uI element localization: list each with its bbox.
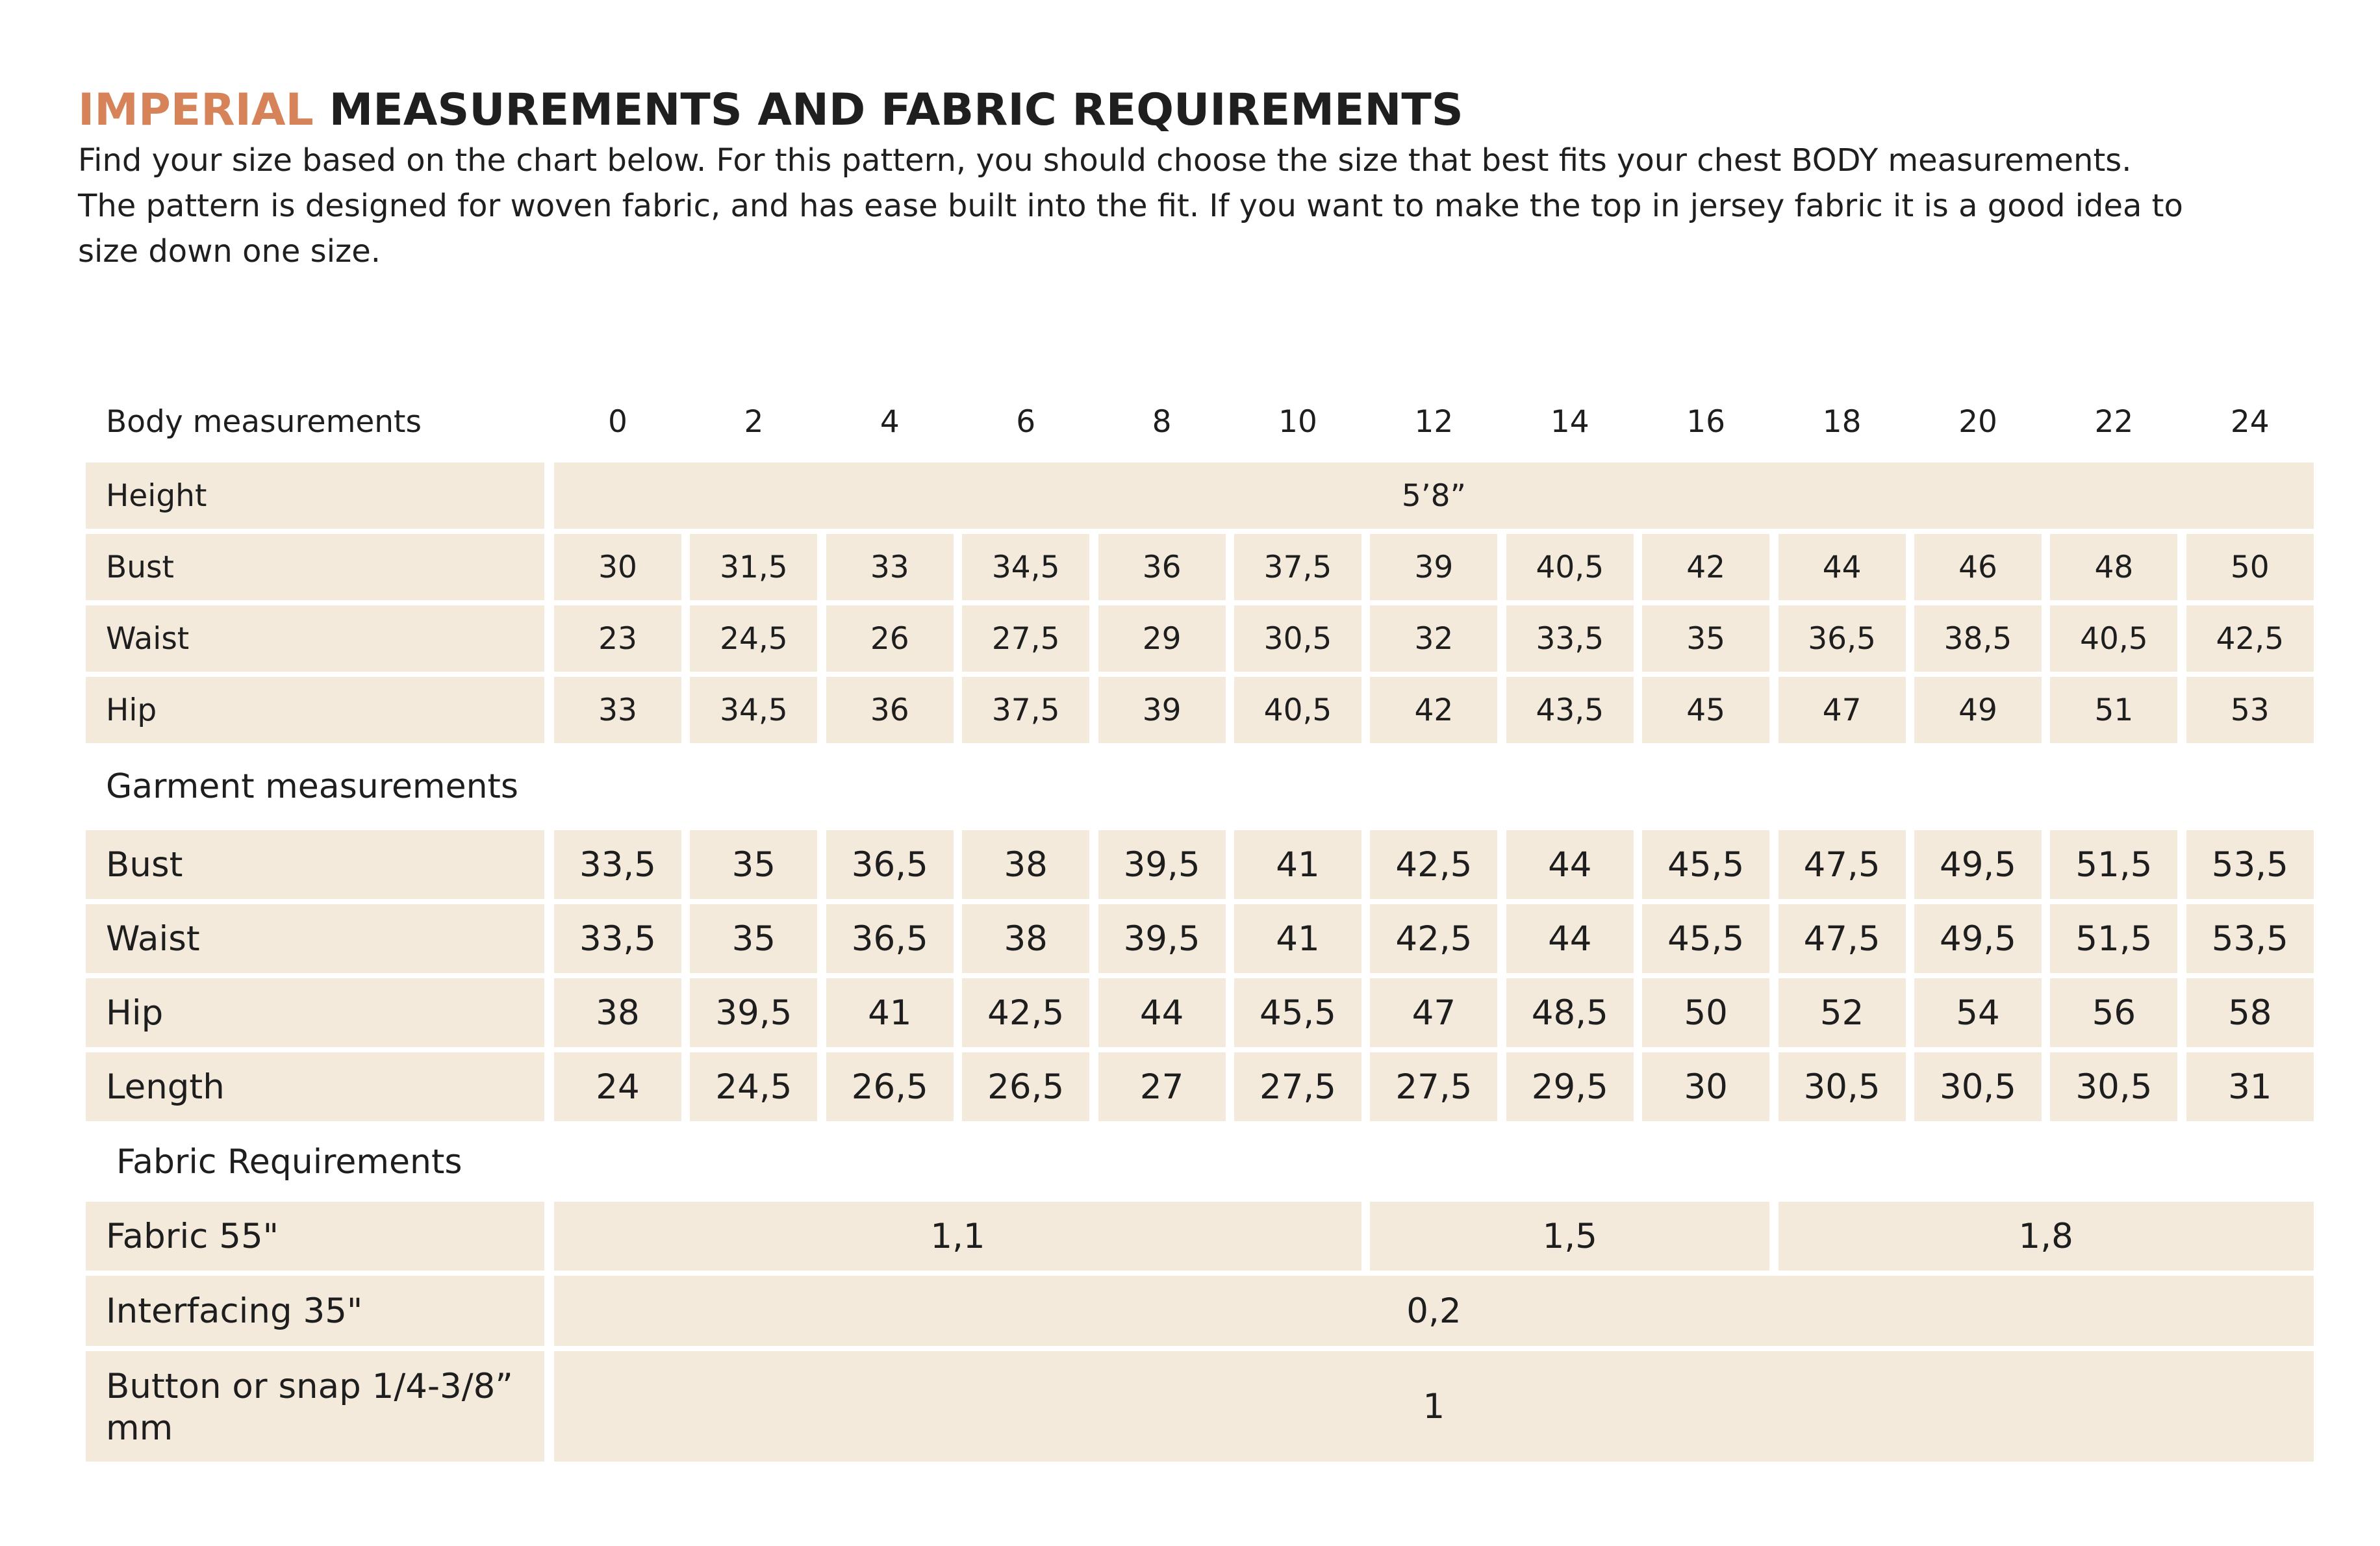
table-cell: 33 bbox=[826, 534, 954, 600]
table-cell: 44 bbox=[1506, 904, 1634, 973]
table-cell: 56 bbox=[2050, 978, 2177, 1047]
row-label: Height bbox=[86, 463, 544, 529]
table-cell: 30,5 bbox=[1779, 1052, 1906, 1121]
table-cell: 41 bbox=[1234, 904, 1361, 973]
table-cell: 30,5 bbox=[2050, 1052, 2177, 1121]
table-cell: 42,5 bbox=[2186, 605, 2314, 672]
size-header: 20 bbox=[1958, 403, 1997, 440]
table-cell: 58 bbox=[2186, 978, 2314, 1047]
table-cell: 24,5 bbox=[690, 605, 817, 672]
table-cell: 24,5 bbox=[690, 1052, 817, 1121]
table-cell: 26,5 bbox=[962, 1052, 1089, 1121]
size-header: 0 bbox=[608, 403, 627, 440]
table-cell: 23 bbox=[554, 605, 681, 672]
table-cell: 24 bbox=[554, 1052, 681, 1121]
body-row-bust bbox=[0, 534, 2380, 600]
table-cell: 47,5 bbox=[1779, 904, 1906, 973]
height-row bbox=[0, 463, 2380, 529]
fabric-requirements-heading: Fabric Requirements bbox=[116, 1143, 462, 1182]
table-cell: 44 bbox=[1506, 830, 1634, 899]
table-cell: 30 bbox=[554, 534, 681, 600]
table-cell: 35 bbox=[1642, 605, 1769, 672]
size-header: 4 bbox=[880, 403, 900, 440]
table-cell: 26 bbox=[826, 605, 954, 672]
garment-measurements-heading-row bbox=[0, 755, 2380, 818]
table-cell: 51,5 bbox=[2050, 830, 2177, 899]
garment-row-length bbox=[0, 1052, 2380, 1121]
table-cell: 30,5 bbox=[1234, 605, 1361, 672]
size-header: 2 bbox=[744, 403, 764, 440]
table-cell: 49 bbox=[1914, 677, 2042, 743]
size-header: 22 bbox=[2094, 403, 2134, 440]
table-cell: 44 bbox=[1779, 534, 1906, 600]
table-cell: 42 bbox=[1370, 677, 1497, 743]
row-label: Interfacing 35" bbox=[86, 1276, 544, 1346]
row-label: Waist bbox=[86, 605, 544, 672]
body-measurements-heading: Body measurements bbox=[106, 403, 422, 440]
table-cell: 40,5 bbox=[2050, 605, 2177, 672]
table-cell: 49,5 bbox=[1914, 830, 2042, 899]
table-cell: 50 bbox=[1642, 978, 1769, 1047]
table-cell: 42,5 bbox=[1370, 904, 1497, 973]
fabric-group-value: 1,5 bbox=[1370, 1202, 1769, 1271]
size-header: 12 bbox=[1414, 403, 1454, 440]
table-cell: 30,5 bbox=[1914, 1052, 2042, 1121]
table-cell: 32 bbox=[1370, 605, 1497, 672]
table-cell: 53,5 bbox=[2186, 904, 2314, 973]
table-cell: 44 bbox=[1098, 978, 1226, 1047]
table-cell: 39 bbox=[1370, 534, 1497, 600]
table-cell: 39 bbox=[1098, 677, 1226, 743]
table-cell: 36,5 bbox=[826, 904, 954, 973]
table-cell: 54 bbox=[1914, 978, 2042, 1047]
table-cell: 27,5 bbox=[1234, 1052, 1361, 1121]
table-cell: 39,5 bbox=[1098, 830, 1226, 899]
table-cell: 39,5 bbox=[1098, 904, 1226, 973]
fabric-group-value: 1,1 bbox=[554, 1202, 1361, 1271]
table-cell: 42,5 bbox=[962, 978, 1089, 1047]
table-cell: 27,5 bbox=[962, 605, 1089, 672]
interfacing-row bbox=[0, 1276, 2380, 1346]
size-header: 24 bbox=[2230, 403, 2270, 440]
table-cell: 47,5 bbox=[1779, 830, 1906, 899]
garment-row-hip bbox=[0, 978, 2380, 1047]
table-cell: 33 bbox=[554, 677, 681, 743]
table-cell: 48,5 bbox=[1506, 978, 1634, 1047]
table-cell: 37,5 bbox=[1234, 534, 1361, 600]
table-cell: 37,5 bbox=[962, 677, 1089, 743]
body-measurements-heading-row bbox=[0, 392, 2380, 451]
page-title bbox=[78, 81, 1463, 140]
size-header: 18 bbox=[1822, 403, 1862, 440]
row-label: Bust bbox=[86, 830, 544, 899]
table-cell: 38 bbox=[962, 830, 1089, 899]
table-cell: 42 bbox=[1642, 534, 1769, 600]
intro-line: The pattern is designed for woven fabric, and has ease built into the fit. If you want to make the top in jersey fabric it is a good idea to bbox=[78, 188, 2183, 224]
size-header: 16 bbox=[1686, 403, 1726, 440]
table-cell: 45,5 bbox=[1642, 830, 1769, 899]
title-rest: MEASUREMENTS AND FABRIC REQUIREMENTS bbox=[329, 84, 1463, 136]
table-cell: 41 bbox=[1234, 830, 1361, 899]
table-cell: 45,5 bbox=[1642, 904, 1769, 973]
table-cell: 29 bbox=[1098, 605, 1226, 672]
row-label: Length bbox=[86, 1052, 544, 1121]
table-cell: 38 bbox=[554, 978, 681, 1047]
row-label: Waist bbox=[86, 904, 544, 973]
table-cell: 47 bbox=[1370, 978, 1497, 1047]
fabric-requirements-heading-row bbox=[0, 1128, 2380, 1197]
table-cell: 43,5 bbox=[1506, 677, 1634, 743]
table-cell: 51 bbox=[2050, 677, 2177, 743]
title-accent: IMPERIAL bbox=[78, 84, 314, 136]
table-cell: 53,5 bbox=[2186, 830, 2314, 899]
table-cell: 36,5 bbox=[826, 830, 954, 899]
garment-row-waist bbox=[0, 904, 2380, 973]
table-cell: 34,5 bbox=[690, 677, 817, 743]
size-header: 10 bbox=[1278, 403, 1317, 440]
intro-line: size down one size. bbox=[78, 233, 381, 270]
table-cell: 33,5 bbox=[554, 904, 681, 973]
table-cell: 27,5 bbox=[1370, 1052, 1497, 1121]
row-label: Hip bbox=[86, 978, 544, 1047]
table-cell: 46 bbox=[1914, 534, 2042, 600]
table-cell: 35 bbox=[690, 904, 817, 973]
table-cell: 31,5 bbox=[690, 534, 817, 600]
row-label: Fabric 55" bbox=[86, 1202, 544, 1271]
table-cell: 38,5 bbox=[1914, 605, 2042, 672]
table-cell: 41 bbox=[826, 978, 954, 1047]
table-cell: 50 bbox=[2186, 534, 2314, 600]
table-cell: 35 bbox=[690, 830, 817, 899]
table-cell: 40,5 bbox=[1234, 677, 1361, 743]
table-cell: 52 bbox=[1779, 978, 1906, 1047]
table-cell: 48 bbox=[2050, 534, 2177, 600]
table-cell: 36 bbox=[826, 677, 954, 743]
table-cell: 45 bbox=[1642, 677, 1769, 743]
button-value: 1 bbox=[554, 1351, 2314, 1462]
row-label: Button or snap 1/4-3/8” mm bbox=[86, 1351, 544, 1462]
table-cell: 42,5 bbox=[1370, 830, 1497, 899]
table-cell: 31 bbox=[2186, 1052, 2314, 1121]
size-header: 8 bbox=[1152, 403, 1172, 440]
button-row bbox=[0, 1351, 2380, 1462]
intro-line: Find your size based on the chart below. For this pattern, you should choose the size that best fits your chest BODY measurements. bbox=[78, 142, 2132, 179]
body-row-waist bbox=[0, 605, 2380, 672]
table-cell: 26,5 bbox=[826, 1052, 954, 1121]
interfacing-value: 0,2 bbox=[554, 1276, 2314, 1346]
table-cell: 33,5 bbox=[1506, 605, 1634, 672]
garment-measurements-heading: Garment measurements bbox=[106, 767, 519, 806]
table-cell: 36,5 bbox=[1779, 605, 1906, 672]
table-cell: 29,5 bbox=[1506, 1052, 1634, 1121]
row-label: Hip bbox=[86, 677, 544, 743]
table-cell: 49,5 bbox=[1914, 904, 2042, 973]
size-header: 6 bbox=[1016, 403, 1036, 440]
table-cell: 39,5 bbox=[690, 978, 817, 1047]
fabric-group-value: 1,8 bbox=[1779, 1202, 2314, 1271]
table-cell: 47 bbox=[1779, 677, 1906, 743]
table-cell: 33,5 bbox=[554, 830, 681, 899]
table-cell: 53 bbox=[2186, 677, 2314, 743]
table-cell: 51,5 bbox=[2050, 904, 2177, 973]
height-value: 5’8” bbox=[554, 463, 2314, 529]
size-header: 14 bbox=[1550, 403, 1589, 440]
table-cell: 34,5 bbox=[962, 534, 1089, 600]
table-cell: 45,5 bbox=[1234, 978, 1361, 1047]
body-row-hip bbox=[0, 677, 2380, 743]
table-cell: 36 bbox=[1098, 534, 1226, 600]
table-cell: 27 bbox=[1098, 1052, 1226, 1121]
table-cell: 40,5 bbox=[1506, 534, 1634, 600]
intro-text bbox=[78, 138, 2312, 274]
fabric-55-row bbox=[0, 1202, 2380, 1271]
garment-row-bust bbox=[0, 830, 2380, 899]
row-label: Bust bbox=[86, 534, 544, 600]
table-cell: 38 bbox=[962, 904, 1089, 973]
table-cell: 30 bbox=[1642, 1052, 1769, 1121]
